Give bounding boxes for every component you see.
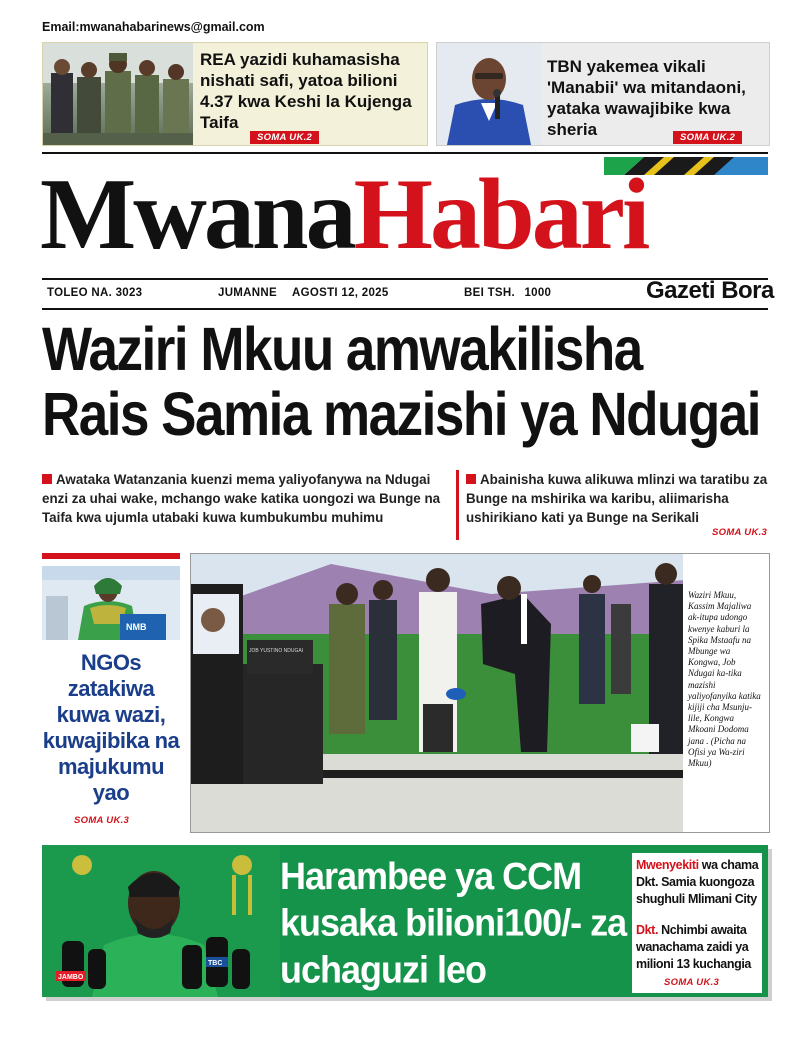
banner-item-2[interactable] bbox=[636, 922, 760, 973]
teaser-tbn-soma-link[interactable]: SOMA UK.2 bbox=[673, 131, 742, 144]
deck-left bbox=[42, 470, 448, 527]
issue-number: TOLEO NA. 3023 bbox=[47, 287, 143, 299]
teaser-rea-photo bbox=[43, 43, 193, 145]
bullet-square-icon bbox=[42, 474, 52, 484]
main-photo-caption: Waziri Mkuu, Kassim Majaliwa ak-itupa udongo kwenye kaburi la Spika Mstaafu na Mbunge wa Kongwa, Job Ndugai ka-tika mazishi yaliyofanyika katika kijiji cha Msunju-lile, Kongwa Mkoani Dodoma jana . (Picha na Ofisi ya Wa-ziri Mkuu) bbox=[688, 590, 761, 769]
main-headline[interactable] bbox=[42, 315, 772, 450]
banner-soma-link[interactable]: SOMA UK.3 bbox=[664, 977, 720, 988]
banner-item-1[interactable] bbox=[636, 857, 760, 908]
teaser-tbn-photo bbox=[437, 43, 541, 145]
plaque-text: JOB YUSTINO NDUGAI bbox=[249, 648, 304, 654]
masthead-top-rule bbox=[42, 152, 768, 154]
banner-item-1-highlight: Mwenyekiti bbox=[636, 858, 699, 872]
deck-divider bbox=[456, 470, 459, 540]
price-value: 1000 bbox=[524, 287, 552, 299]
banner-item-2-text: Nchimbi awaita wanachama zaidi ya milioni 13 kuchangia bbox=[636, 923, 751, 971]
contact-email: Email:mwanahabarinews@gmail.com bbox=[42, 20, 265, 34]
masthead-habari: Habari bbox=[353, 158, 648, 271]
deck-right bbox=[466, 470, 768, 527]
ngo-photo bbox=[42, 566, 180, 640]
masthead-logo bbox=[40, 155, 770, 275]
banner-shadow-right bbox=[768, 849, 772, 1001]
ngo-headline[interactable]: NGOs zatakiwa kuwa wazi, kuwajibika na majukumu yao bbox=[42, 650, 180, 805]
issue-price bbox=[464, 287, 551, 299]
teaser-rea-title[interactable]: REA yazidi kuhamasisha nishati safi, yatoa bilioni 4.37 kwa Keshi la Kujenga Taifa bbox=[200, 50, 412, 132]
mic-label-tbc: TBC bbox=[208, 960, 223, 967]
headline-line-1: Waziri Mkuu amwakilisha bbox=[42, 315, 642, 385]
ccm-banner[interactable] bbox=[42, 845, 768, 997]
ngo-top-bar bbox=[42, 553, 180, 559]
teaser-rea[interactable] bbox=[42, 42, 428, 146]
price-label: BEI TSH. bbox=[464, 287, 515, 299]
ngo-soma-link[interactable]: SOMA UK.3 bbox=[74, 815, 130, 826]
mic-label-jambo: JAMBO bbox=[58, 974, 84, 981]
banner-side-box bbox=[632, 853, 762, 993]
banner-shadow-bottom bbox=[46, 997, 772, 1001]
issue-day: JUMANNE bbox=[218, 287, 277, 299]
ngo-podium-label: NMB bbox=[126, 622, 147, 632]
masthead-mwana: Mwana bbox=[40, 158, 354, 271]
deck-left-text: Awataka Watanzania kuenzi mema yaliyofanywa na Ndugai enzi za uhai wake, mchango wake katika uongozi wa Bunge na Taifa kwa ujumla utabaki kuwa kumbukumbu muhimu bbox=[42, 472, 441, 525]
banner-headline[interactable]: Harambee ya CCM kusaka bilioni100/- za uchaguzi leo bbox=[280, 854, 627, 991]
teaser-rea-soma-link[interactable]: SOMA UK.2 bbox=[250, 131, 319, 144]
masthead-tagline: Gazeti Bora bbox=[646, 277, 774, 304]
banner-item-2-highlight: Dkt. bbox=[636, 923, 659, 937]
deck-soma-link[interactable]: SOMA UK.3 bbox=[712, 527, 768, 538]
banner-photo-speaker bbox=[42, 845, 280, 997]
bullet-square-icon bbox=[466, 474, 476, 484]
headline-line-2: Rais Samia mazishi ya Ndugai bbox=[42, 380, 760, 450]
main-photo-funeral bbox=[190, 553, 770, 833]
teaser-tbn[interactable] bbox=[436, 42, 770, 146]
deck-right-text: Abainisha kuwa alikuwa mlinzi wa taratibu za Bunge na mshirika wa karibu, aliimarisha ushirikiano kati ya Bunge na Serikali bbox=[466, 472, 768, 525]
issue-date: AGOSTI 12, 2025 bbox=[292, 287, 389, 299]
banner-item-1-text: wa chama Dkt. Samia kuongoza shughuli Mlimani City bbox=[636, 858, 759, 906]
info-bottom-rule bbox=[42, 308, 768, 310]
teaser-tbn-title[interactable]: TBN yakemea vikali 'Manabii' wa mitandaoni, yataka wawajibike kwa sheria bbox=[547, 57, 746, 139]
